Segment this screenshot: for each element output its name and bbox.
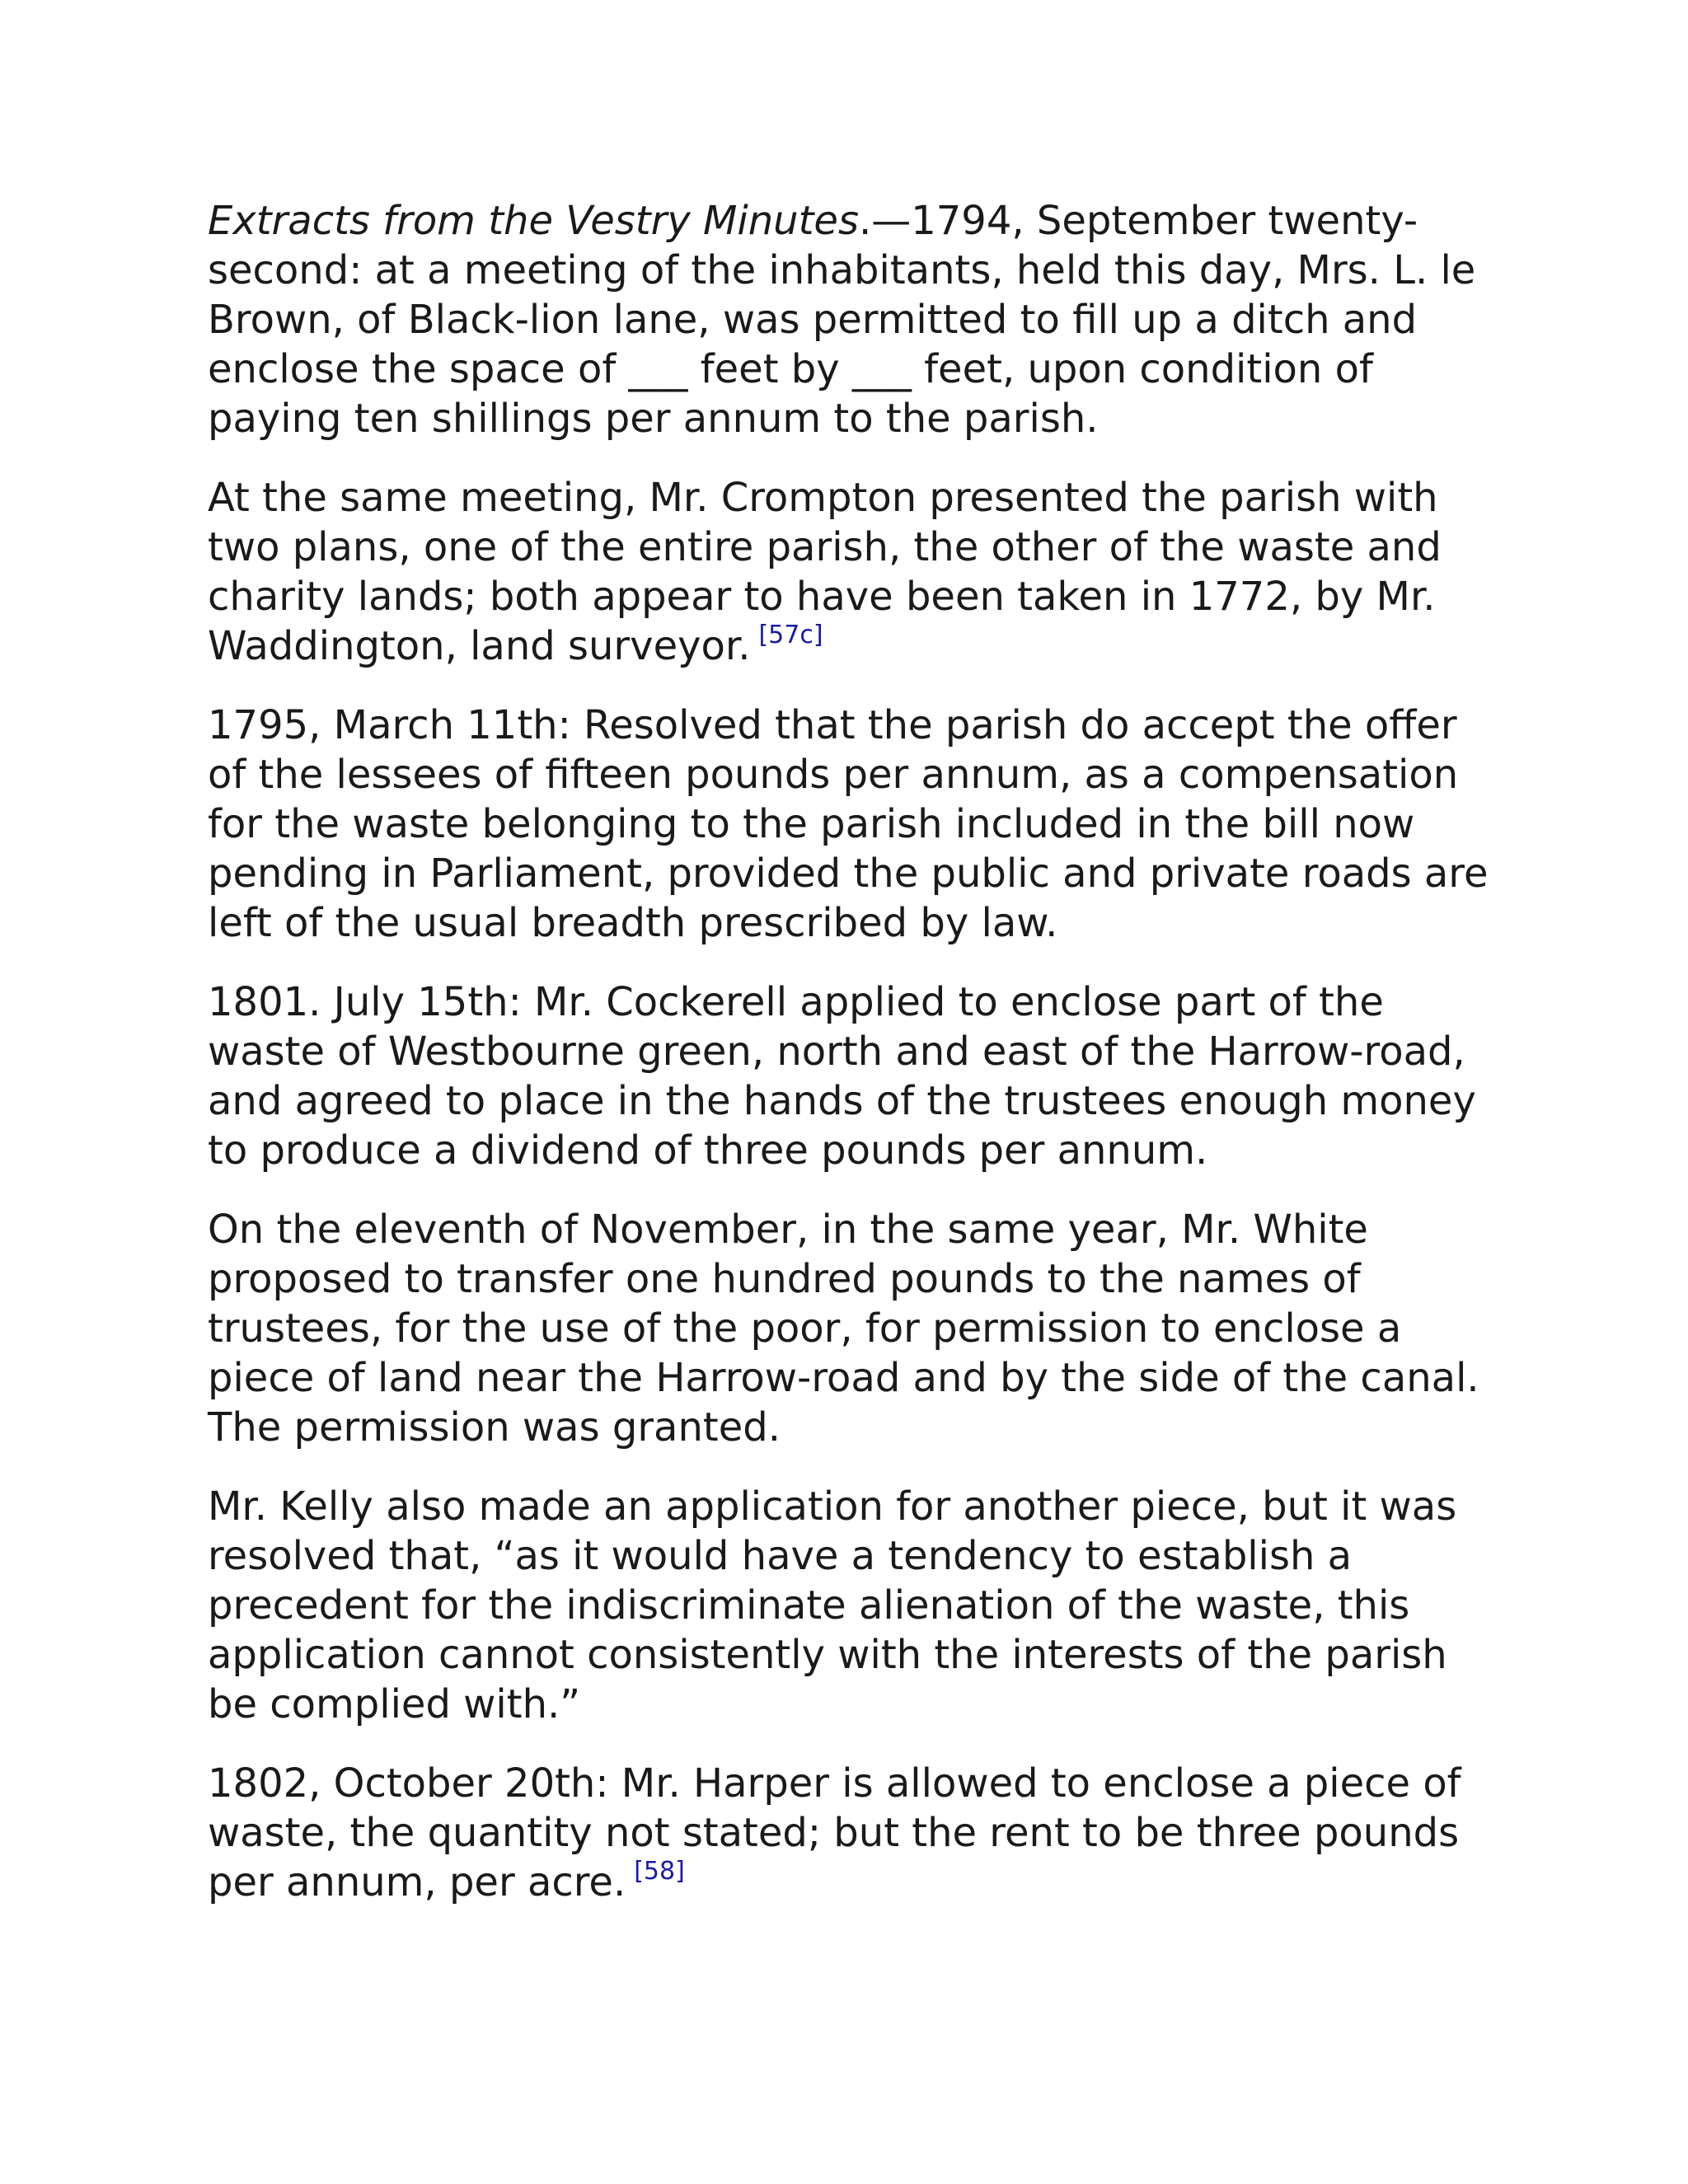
paragraph-vestry-minutes-1794	[208, 196, 1493, 443]
footnote-link-57c[interactable]: [57c]	[758, 621, 823, 649]
section-heading-italic: Extracts from the Vestry Minutes	[208, 198, 859, 244]
paragraph-1801-cockerell	[208, 977, 1493, 1175]
paragraph-text: At the same meeting, Mr. Crompton presented the parish with two plans, one of the entire parish, the other of the waste and charity lands; both appear to have been taken in 1772, by Mr. Waddington, land surveyor.	[208, 475, 1442, 669]
paragraph-text: 1802, October 20th: Mr. Harper is allowed to enclose a piece of waste, the quantity not stated; but the rent to be three pounds per annum, per acre.	[208, 1760, 1461, 1905]
paragraph-kelly-application	[208, 1482, 1493, 1729]
paragraph-crompton-plans	[208, 473, 1493, 671]
paragraph-text: 1801. July 15th: Mr. Cockerell applied to enclose part of the waste of Westbourne green, north and east of the Harrow-road, and agreed to place in the hands of the trustees enough money to produce a dividend of three pounds per annum.	[208, 979, 1476, 1174]
paragraph-text: On the eleventh of November, in the same year, Mr. White proposed to transfer one hundred pounds to the names of trustees, for the use of the poor, for permission to enclose a piece of land near the Harrow-road and by the side of the canal. The permission was granted.	[208, 1207, 1479, 1451]
paragraph-1795-resolution	[208, 701, 1493, 948]
document-body	[208, 196, 1493, 1937]
paragraph-text: Mr. Kelly also made an application for another piece, but it was resolved that, “as it would have a tendency to establish a precedent for the indiscriminate alienation of the waste, this application cannot consistently with the interests of the parish be complied with.”	[208, 1483, 1457, 1727]
paragraph-1802-harper	[208, 1759, 1493, 1907]
paragraph-text: 1795, March 11th: Resolved that the parish do accept the offer of the lessees of fifteen pounds per annum, as a compensation for the waste belonging to the parish included in the bill now pending in Parliament, provided the public and private roads are left of the usual breadth prescribed by law.	[208, 702, 1489, 946]
paragraph-white-proposal	[208, 1205, 1493, 1452]
footnote-link-58[interactable]: [58]	[634, 1857, 685, 1886]
paragraph-text: .—1794, September twenty-second: at a meeting of the inhabitants, held this day, Mrs. L. le Brown, of Black-lion lane, was permitted to fill up a ditch and enclose the space of ___ feet by ___ feet, upon condition of paying ten shillings per annum to the parish.	[208, 198, 1476, 442]
